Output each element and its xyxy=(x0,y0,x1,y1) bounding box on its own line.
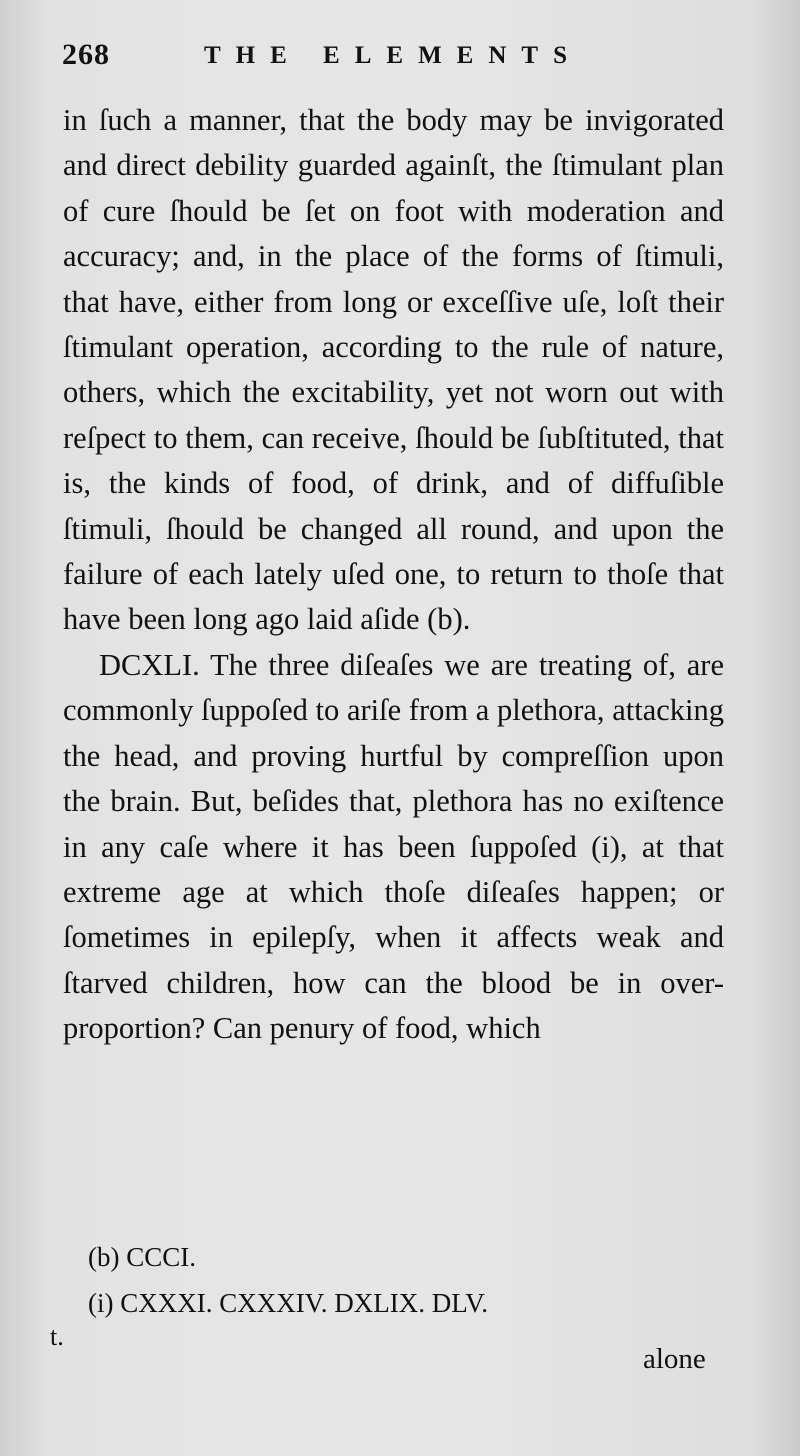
page-header xyxy=(62,38,762,82)
signature-mark: t. xyxy=(50,1322,64,1351)
footnote-i: (i) CXXXI. CXXXIV. DXLIX. DLV. xyxy=(88,1288,489,1318)
footnote-b: (b) CCCI. xyxy=(88,1242,196,1272)
paragraph-continuation: in ſuch a manner, that the body may be invigorated and direct debility guarded againſt, the ſtimulant plan of cure ſhould be ſet on foot with moderation and accuracy; and, in the place of the forms of ſtimuli, that have, either from long or exceſſive uſe, loſt their ſtimulant operation, according to the rule of nature, others, which the excitability, yet not worn out with reſpect to them, can receive, ſhould be ſubſtituted, that is, the kinds of food, of drink, and of diffuſible ſtimuli, ſhould be changed all round, and upon the failure of each lately uſed one, to return to thoſe that have been long ago laid aſide (b). xyxy=(63,103,724,637)
running-title: THE ELEMENTS xyxy=(204,42,582,69)
page-number: 268 xyxy=(62,38,110,71)
paragraph-dcxli: DCXLI. The three diſeaſes we are treating of, are commonly ſuppoſed to ariſe from a plethora, attacking the head, and proving hurtful by compreſſion upon the brain. But, beſides that, plethora has no exiſtence in any caſe where it has been ſuppoſed (i), at that extreme age at which thoſe diſeaſes happen; or ſometimes in epilepſy, when it affects weak and ſtarved children, how can the blood be in over-proportion? Can penury of food, which xyxy=(63,647,724,1046)
catchword: alone xyxy=(643,1343,706,1375)
body-text xyxy=(63,98,724,1052)
footnotes xyxy=(88,1234,708,1326)
